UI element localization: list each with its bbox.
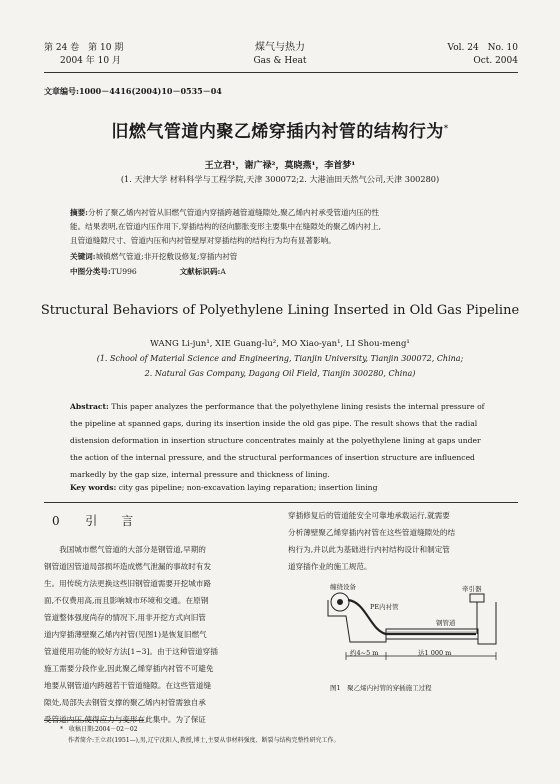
section-title: 引 言 [85, 514, 134, 528]
body-line: 地要从钢管道内跨越若干管道缝隙。在这些管道缝 [44, 681, 212, 690]
english-title: Structural Behaviors of Polyethylene Lining Inserted in Old Gas Pipeline [40, 303, 520, 318]
affiliation-cn: (1. 天津大学 材料科学与工程学院,天津 300072;2. 大港油田天然气公司,天津 300280) [120, 174, 440, 184]
abstract-cn-label: 摘要: [70, 208, 88, 217]
document-code-label: 文献标识码: [179, 267, 221, 276]
abstract-en-line: markedly by the gap size, internal pressure and thickness of lining. [70, 470, 330, 479]
label-puller: 牵引器 [462, 585, 482, 593]
footnote-rule [44, 720, 144, 721]
journal-volume-en: Vol. 24 No. 10 [447, 43, 518, 53]
puller-icon [470, 594, 484, 602]
abstract-en-label: Abstract: [70, 402, 109, 411]
left-column [44, 541, 274, 728]
abstract-cn [70, 206, 510, 248]
right-column [288, 507, 520, 575]
journal-date: 2004 年 10 月 [60, 56, 121, 66]
drum-hub [337, 599, 343, 605]
abstract-en-line: the action of the internal pressure, and the structural performances of insertion structure are influenced [70, 453, 475, 462]
journal-volume: 第 24 卷 第 10 期 [44, 43, 124, 53]
keywords-en-text: city gas pipeline; non-excavation laying reparation; insertion lining [118, 483, 378, 492]
abstract-cn-text: 分析了聚乙烯内衬管从旧燃气管道内穿插跨越管道缝隙处,聚乙烯内衬承受管道内压的性 [88, 208, 379, 217]
section-heading [52, 512, 133, 529]
body-line: 面,不仅费用高,而且影响城市环境和交通。在原钢 [44, 596, 209, 605]
abstract-cn-line [70, 206, 510, 220]
document-code-value: A [220, 267, 226, 276]
abstract-en-line [70, 398, 520, 415]
body-line: 分析薄壁聚乙烯穿插内衬管在这些管道缝隙处的结 [288, 528, 456, 537]
abstract-cn-line: 且管道缝隙尺寸、管道内压和内衬管壁厚对穿插结构的结构行为均有显著影响。 [70, 236, 336, 245]
keywords-cn-text: 城镇燃气管道;非开挖敷设修复;穿插内衬管 [95, 252, 238, 261]
body-line: 受管道内压,使得应力与变形在此集中。为了保证 [44, 715, 206, 724]
label-dim-right: 达1 000 m [418, 649, 452, 657]
trench-right [478, 602, 496, 644]
body-line: 构行为,并以此为基础进行内衬结构设计和制定管 [288, 545, 450, 554]
keywords-cn-label: 关键词: [70, 252, 96, 261]
figure-1-caption: 图1 聚乙烯内衬管的穿插施工过程 [330, 684, 432, 692]
body-line: 穿插修复后的管道能安全可靠地承载运行,就需要 [288, 511, 450, 520]
journal-name-en: Gas & Heat [253, 56, 307, 66]
footnote-author-bio: 作者简介:王立君(1951—),男,辽宁沈阳人,教授,博士,主要从事材料强度、断裂与结构完整性研究工作。 [68, 737, 340, 744]
authors-en: WANG Li-jun¹, XIE Guang-lu², MO Xiao-yan¹, LI Shou-meng¹ [150, 339, 410, 349]
label-pe-liner: PE内衬管 [370, 603, 399, 611]
body-line: 管道使用功能的较好方法[1~3]。由于这种管道穿插 [44, 647, 218, 656]
abstract-en-text: This paper analyzes the performance that the polyethylene lining resists the internal pressure of [111, 402, 485, 411]
label-steel-pipe: 钢管道 [436, 619, 456, 627]
abstract-en-line: distension deformation in insertion structure concentrates mainly at the polyethylene lining at gaps under [70, 436, 481, 445]
body-line: 施工需要分段作业,因此聚乙烯穿插内衬管不可避免 [44, 664, 214, 673]
header-rule [44, 72, 518, 73]
title-text: 旧燃气管道内聚乙烯穿插内衬管的结构行为 [111, 122, 444, 142]
page-title [0, 117, 560, 142]
body-line: 管道整体强度尚存的情况下,用非开挖方式向旧管 [44, 613, 206, 622]
figure-1 [326, 580, 502, 668]
keywords-en-label: Key words: [70, 483, 117, 492]
journal-name: 煤气与热力 [255, 42, 305, 53]
authors-cn: 王立君¹，谢广禄²，莫晓燕¹，李首梦¹ [204, 161, 356, 171]
body-line: 生。用传统方法更换这些旧钢管道需要开挖城市路 [44, 579, 212, 588]
classification [70, 266, 226, 277]
abstract-en [70, 398, 520, 483]
journal-date-en: Oct. 2004 [473, 56, 518, 66]
body-line: 我国城市燃气管道的大部分是钢管道,早期的 [44, 545, 206, 554]
title-footnote-mark: * [443, 122, 449, 133]
label-winding-device: 缠绕设备 [330, 583, 356, 591]
keywords-en [70, 483, 377, 492]
affiliation-en-1: (1. School of Material Science and Engineering, Tianjin University, Tianjin 300072, China; [96, 354, 464, 363]
abstract-cn-line: 能。结果表明,在管道内压作用下,穿插结构的径向膨胀变形主要集中在缝隙处的聚乙烯内衬上, [70, 222, 381, 231]
abstract-rule [44, 502, 518, 503]
section-number: 0 [52, 514, 60, 528]
article-number: 文章编号:1000－4416(2004)10－0535－04 [44, 86, 222, 96]
body-line: 隙处,局部失去钢管支撑的聚乙烯内衬管需独自承 [44, 698, 206, 707]
keywords-cn [70, 251, 237, 262]
body-line: 道穿插作业的施工规范。 [288, 562, 372, 571]
label-dim-left: 约4~5 m [350, 649, 379, 657]
classification-value: TU996 [110, 267, 137, 276]
affiliation-en-2: 2. Natural Gas Company, Dagang Oil Field, Tianjin 300280, China) [144, 369, 416, 378]
abstract-en-line: the pipeline at spanned gaps, during its insertion inside the old gas pipe. The result shows that the radial [70, 419, 478, 428]
classification-label: 中图分类号: [70, 267, 111, 276]
body-line: 道内穿插薄壁聚乙烯内衬管(见图1)是恢复旧燃气 [44, 630, 207, 639]
footnote-received: * 收稿日期:2004－02－02 [60, 726, 138, 733]
body-line: 钢管道因管道局部损坏造成燃气泄漏的事故时有发 [44, 562, 212, 571]
